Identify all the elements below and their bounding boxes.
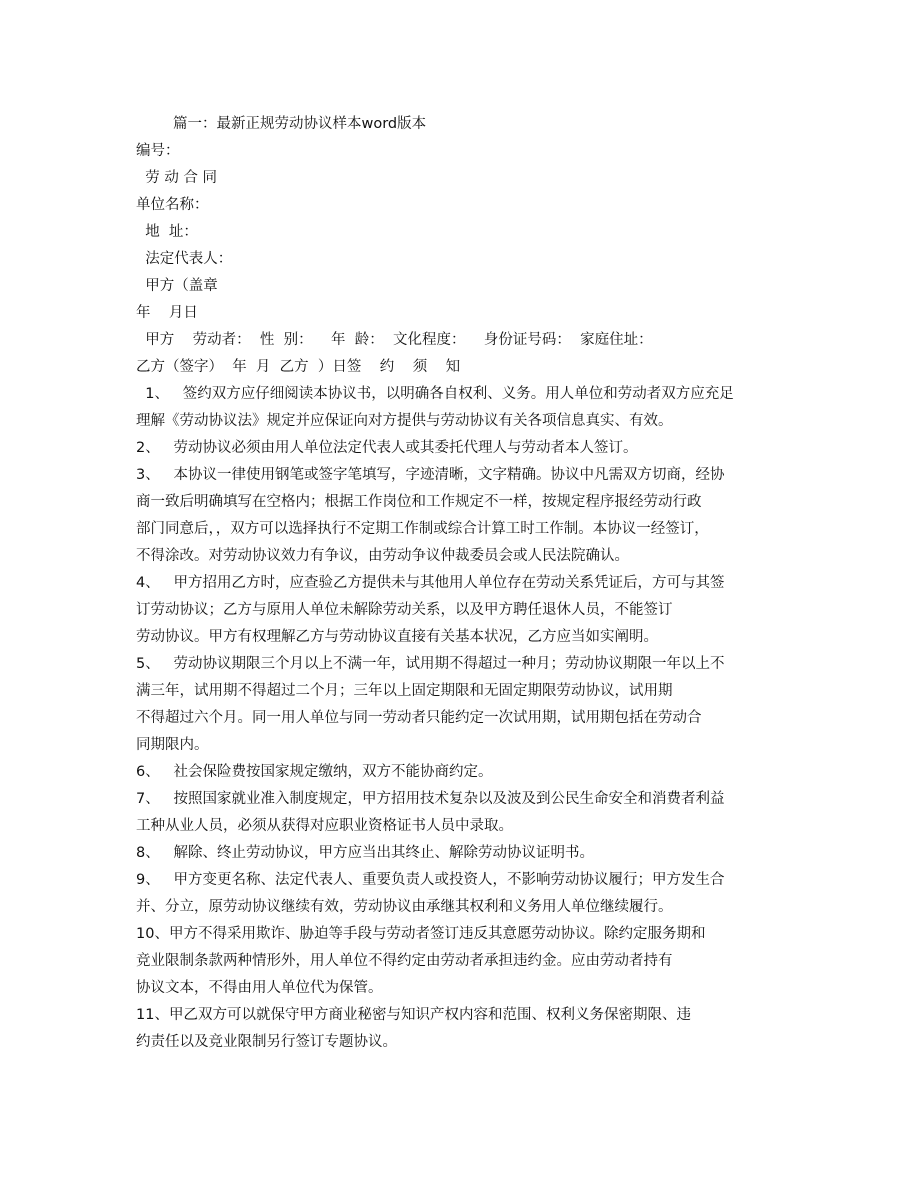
clause-10-line-1: 10、甲方不得采用欺诈、胁迫等手段与劳动者签订违反其意愿劳动协议。除约定服务期和 <box>136 926 706 942</box>
clause-9-line-1: 9、 甲方变更名称、法定代表人、重要负责人或投资人，不影响劳动协议履行；甲方发生合 <box>136 872 725 888</box>
party-a-seal-line: 甲方（盖章 <box>136 278 218 294</box>
worker-info-line: 甲方 劳动者： 性 别： 年 龄： 文化程度： 身份证号码： 家庭住址： <box>136 332 653 348</box>
clause-4-line-1: 4、 甲方招用乙方时，应查验乙方提供未与其他用人单位存在劳动关系凭证后，方可与其签 <box>136 575 725 591</box>
clause-3-line-1: 3、 本协议一律使用钢笔或签字笔填写，字迹清晰，文字精确。协议中凡需双方切商，经协 <box>136 467 725 483</box>
date-line: 年 月日 <box>136 305 198 321</box>
clause-6-line-1: 6、 社会保险费按国家规定缴纳，双方不能协商约定。 <box>136 764 493 780</box>
legal-rep-line: 法定代表人： <box>136 251 233 267</box>
address-line: 地 址： <box>136 224 198 240</box>
clause-5-line-3: 不得超过六个月。同一用人单位与同一劳动者只能约定一次试用期，试用期包括在劳动合 <box>136 710 702 726</box>
clause-4-line-2: 订劳动协议；乙方与原用人单位未解除劳动关系，以及甲方聘任退休人员，不能签订 <box>136 602 673 618</box>
clause-9-line-2: 并、分立，原劳动协议继续有效，劳动协议由承继其权利和义务用人单位继续履行。 <box>136 899 673 915</box>
clause-1-line-1: 1、 签约双方应仔细阅读本协议书，以明确各自权利、义务。用人单位和劳动者双方应充足 <box>136 386 734 402</box>
clause-10-line-2: 竞业限制条款两种情形外，用人单位不得约定由劳动者承担违约金。应由劳动者持有 <box>136 953 673 969</box>
clause-8-line-1: 8、 解除、终止劳动协议，甲方应当出其终止、解除劳动协议证明书。 <box>136 845 595 861</box>
clause-5-line-4: 同期限内。 <box>136 737 209 753</box>
clause-2-line-1: 2、 劳动协议必须由用人单位法定代表人或其委托代理人与劳动者本人签订。 <box>136 440 638 456</box>
clause-3-line-4: 不得涂改。对劳动协议效力有争议，由劳动争议仲裁委员会或人民法院确认。 <box>136 548 629 564</box>
clause-10-line-3: 协议文本，不得由用人单位代为保管。 <box>136 980 383 996</box>
clause-11-line-2: 约责任以及竞业限制另行签订专题协议。 <box>136 1034 397 1050</box>
number-line: 编号： <box>136 143 180 159</box>
clause-5-line-2: 满三年，试用期不得超过二个月；三年以上固定期限和无固定期限劳动协议，试用期 <box>136 683 673 699</box>
clause-7-line-1: 7、 按照国家就业准入制度规定，甲方招用技术复杂以及波及到公民生命安全和消费者利益 <box>136 791 725 807</box>
unit-name-line: 单位名称： <box>136 197 209 213</box>
document-title: 篇一：最新正规劳动协议样本word版本 <box>173 116 427 132</box>
signing-notice-line: 乙方（签字） 年 月 乙方 ）日签 约 须 知 <box>136 359 461 375</box>
contract-heading: 劳 动 合 同 <box>136 170 218 186</box>
clause-11-line-1: 11、甲乙双方可以就保守甲方商业秘密与知识产权内容和范围、权利义务保密期限、违 <box>136 1007 691 1023</box>
clause-4-line-3: 劳动协议。甲方有权理解乙方与劳动协议直接有关基本状况，乙方应当如实阐明。 <box>136 629 658 645</box>
clause-3-line-3: 部门同意后，，双方可以选择执行不定期工作制或综合计算工时工作制。本协议一经签订， <box>136 521 709 537</box>
clause-3-line-2: 商一致后明确填写在空格内；根据工作岗位和工作规定不一样，按规定程序报经劳动行政 <box>136 494 702 510</box>
clause-5-line-1: 5、 劳动协议期限三个月以上不满一年，试用期不得超过一种月；劳动协议期限一年以上不 <box>136 656 725 672</box>
clause-1-line-2: 理解《劳动协议法》规定并应保证向对方提供与劳动协议有关各项信息真实、有效。 <box>136 413 673 429</box>
clause-7-line-2: 工种从业人员，必须从获得对应职业资格证书人员中录取。 <box>136 818 513 834</box>
